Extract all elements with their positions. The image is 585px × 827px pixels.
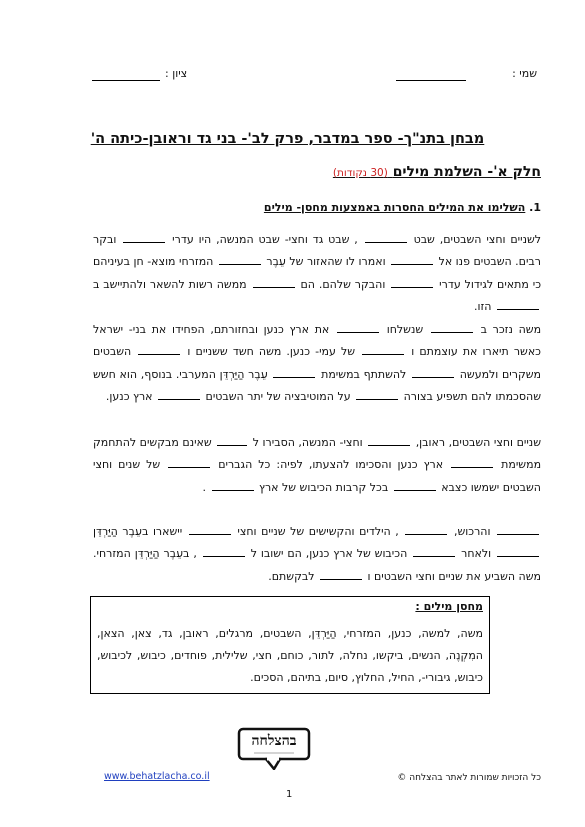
text-segment: וחצי- המנשה, הסבירו ל: [252, 436, 363, 449]
footer-website-link[interactable]: www.behatzlacha.co.il: [104, 771, 210, 782]
text-segment: יישארו: [152, 525, 183, 538]
text-segment: ישראל כאשר תיארו את עוצמתם ו: [93, 323, 542, 359]
text-segment: ממשה רשות להשאר ולהתיישב ב: [93, 277, 247, 291]
text-segment: לשניים וחצי השבטים, שבט: [413, 233, 542, 246]
blank-field[interactable]: [320, 569, 362, 580]
part-points: (30 נקודות): [332, 167, 388, 179]
text-segment: ואמרו לו שהאזור של עֵבֶר: [266, 255, 386, 269]
text-segment: , שבט גד וחצי- שבט המנשה, היו עדרי: [172, 233, 358, 246]
blank-field[interactable]: [337, 322, 379, 333]
blank-field[interactable]: [362, 344, 404, 355]
text-segment: שאינם: [182, 436, 212, 449]
text-segment: את ארץ כנען ובחזורתם, הפחידו את בני-: [128, 323, 330, 336]
question-text: השלימו את המילים החסרות באמצעות מחסן- מילים: [263, 201, 526, 214]
page-number: 1: [286, 789, 293, 800]
blank-field[interactable]: [212, 480, 254, 491]
word-bank-list: משה, למשה, כנען, המזרחי, הַיַּרְדֵּן, השבטים, מרגלים, ראובן, גד, צאן, הצאן, המִקְנֶה, הנשים, ביקשו, נחלה, לתור, כוחם, חצי, שלילית, פוחדים, כיבוש, לכיבוש, כיבוש, גיבורי-, החיל, החלוץ, סיום, בתיהם, הסכים.: [97, 627, 483, 684]
footer-rights: כל הזכויות שמורות לאתר בהצלחה ©: [397, 773, 541, 783]
blank-field[interactable]: [412, 367, 454, 378]
text-segment: שניים וחצי השבטים, ראובן,: [415, 436, 541, 449]
blank-field[interactable]: [253, 277, 295, 288]
blank-field[interactable]: [394, 480, 436, 491]
name-label: שמי :: [512, 67, 537, 80]
text-segment: .: [202, 480, 207, 494]
blank-field[interactable]: [203, 546, 245, 557]
part-label: חלק א'- השלמת מילים: [392, 164, 541, 180]
paragraph-2: [93, 319, 541, 408]
behatzlacha-logo: [236, 726, 312, 770]
blank-field[interactable]: [189, 524, 231, 535]
blank-field[interactable]: [391, 277, 433, 288]
text-segment: ,: [193, 547, 197, 561]
text-segment: ארץ כנען.: [105, 389, 153, 403]
blank-field[interactable]: [217, 435, 247, 446]
text-segment: משה נזכר ב: [480, 323, 542, 336]
text-segment: על: [337, 389, 351, 403]
blank-field[interactable]: [497, 299, 539, 310]
blank-field[interactable]: [273, 367, 315, 378]
paragraph-1: [93, 229, 541, 318]
blank-field[interactable]: [431, 322, 473, 333]
text-segment: המוטיבציה של יתר השבטים: [205, 389, 334, 403]
text-segment: להשתתף במשימת: [321, 367, 407, 381]
text-segment: בכל: [369, 480, 389, 494]
blank-field[interactable]: [497, 524, 539, 535]
text-segment: ובקר רבים. השבטים פנו אל: [93, 233, 541, 269]
paragraph-4: [93, 521, 541, 588]
text-segment: ו: [187, 345, 191, 359]
text-segment: הזו.: [474, 299, 492, 313]
text-segment: לבקשתם.: [268, 569, 315, 583]
blank-field[interactable]: [368, 435, 410, 446]
blank-field[interactable]: [356, 389, 398, 400]
blank-field[interactable]: [168, 457, 210, 468]
text-segment: ארץ כנען והסכימו להצעתו, לפיה: כל: [258, 458, 444, 472]
blank-field[interactable]: [451, 457, 493, 468]
text-segment: בעֵבֶר הַיַּרְדֵּן: [93, 525, 149, 538]
text-segment: ולאחר: [461, 547, 492, 561]
text-segment: השבטים משקרים ולמעשה: [93, 345, 542, 381]
blank-field[interactable]: [365, 232, 407, 243]
blank-field[interactable]: [497, 546, 539, 557]
text-segment: קרבות הכיבוש של ארץ: [259, 480, 367, 494]
text-segment: והרכוש,: [453, 525, 491, 538]
part-heading: [333, 164, 541, 180]
blank-field[interactable]: [123, 232, 165, 243]
question-number: 1.: [529, 201, 541, 214]
text-segment: בעֵבֶר הַיַּרְדֵּן המזרחי. משה השביע את שניים וחצי השבטים ו: [93, 547, 541, 583]
logo-text: בהצלחה: [251, 733, 297, 749]
question-1: [264, 201, 541, 214]
text-segment: הגברים: [218, 458, 253, 472]
text-segment: הכיבוש של ארץ כנען, הם ישובו ל: [250, 547, 408, 561]
text-segment: מבקשים להתחמק ממשימת: [93, 436, 542, 472]
paragraph-3: [93, 432, 541, 499]
name-field[interactable]: [396, 80, 466, 81]
blank-field[interactable]: [413, 546, 455, 557]
word-bank-box: [90, 596, 490, 694]
blank-field[interactable]: [219, 254, 261, 265]
text-segment: הַיַּרְדֵּן המערבי. בנוסף, הוא חשש שהסכמתו להם תשפיע בצורה: [93, 367, 541, 403]
grade-field[interactable]: [92, 80, 160, 81]
text-segment: שנשלחו: [386, 323, 424, 336]
blank-field[interactable]: [405, 524, 447, 535]
word-bank-title: מחסן מילים :: [415, 600, 483, 613]
blank-field[interactable]: [138, 344, 180, 355]
text-segment: של עמי- כנען. משה חשד ששניים: [195, 345, 356, 359]
text-segment: של שנים וחצי השבטים ישמשו כצבא: [93, 458, 541, 494]
text-segment: עֵבֶר: [248, 367, 268, 381]
text-segment: המזרחי מוצא- חן בעיניהם כי מתאים לגידול עדרי: [92, 255, 542, 291]
blank-field[interactable]: [391, 254, 433, 265]
page-title: מבחן בתנ"ך- ספר במדבר, פרק לב'- בני גד וראובן-כיתה ה': [90, 131, 485, 147]
grade-label: ציון :: [165, 67, 188, 80]
blank-field[interactable]: [158, 389, 200, 400]
text-segment: והבקר שלהם. הם: [300, 277, 386, 291]
text-segment: , הילדים והקשישים של שניים וחצי: [237, 525, 399, 538]
